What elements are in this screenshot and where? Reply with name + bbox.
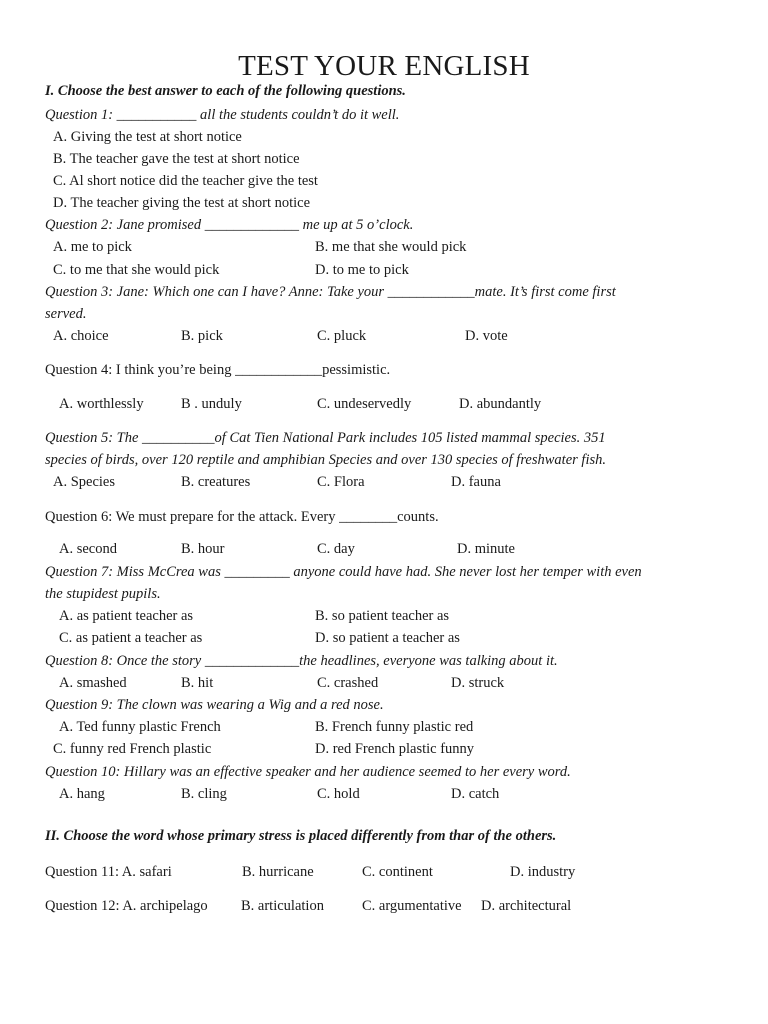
q4-option-d: D. abundantly	[459, 396, 542, 412]
q12-option-d: D. architectural	[481, 898, 572, 914]
q9-option-d: D. red French plastic funny	[315, 741, 475, 757]
q6-option-d: D. minute	[457, 541, 515, 557]
q9-option-a: A. Ted funny plastic French	[59, 719, 221, 735]
q2-option-c: C. to me that she would pick	[53, 262, 220, 278]
q5-option-d: D. fauna	[451, 474, 501, 490]
question-2: Question 2: Jane promised _____________ me up at 5 o’clock.	[45, 217, 414, 233]
q9-option-b: B. French funny plastic red	[315, 719, 474, 735]
q8-option-c: C. crashed	[317, 675, 379, 691]
question-11-option-a: Question 11: A. safari	[45, 864, 172, 880]
q6-option-c: C. day	[317, 541, 355, 557]
question-4: Question 4: I think you’re being ____________pessimistic.	[45, 362, 391, 378]
q8-option-a: A. smashed	[59, 675, 127, 691]
q5-option-a: A. Species	[53, 474, 116, 490]
q1-option-c: C. Al short notice did the teacher give the test	[53, 173, 318, 189]
q4-option-a: A. worthlessly	[59, 396, 144, 412]
q6-option-a: A. second	[59, 541, 117, 557]
q10-option-b: B. cling	[181, 786, 227, 802]
q2-option-d: D. to me to pick	[315, 262, 409, 278]
question-3-line-2: served.	[45, 306, 87, 322]
question-6: Question 6: We must prepare for the attack. Every ________counts.	[45, 509, 439, 525]
q12-option-c: C. argumentative	[362, 898, 462, 914]
q8-option-d: D. struck	[451, 675, 505, 691]
q3-option-b: B. pick	[181, 328, 223, 344]
q7-option-c: C. as patient a teacher as	[59, 630, 203, 646]
question-12-option-a: Question 12: A. archipelago	[45, 898, 208, 914]
q6-option-b: B. hour	[181, 541, 225, 557]
q4-option-c: C. undeservedly	[317, 396, 412, 412]
page-title: TEST YOUR ENGLISH	[238, 50, 530, 82]
q10-option-d: D. catch	[451, 786, 500, 802]
q12-option-b: B. articulation	[241, 898, 324, 914]
q1-option-b: B. The teacher gave the test at short notice	[53, 151, 300, 167]
q1-option-a: A. Giving the test at short notice	[53, 129, 242, 145]
question-3-line-1: Question 3: Jane: Which one can I have? Anne: Take your ____________mate. It’s first come first	[45, 284, 616, 300]
q10-option-c: C. hold	[317, 786, 360, 802]
section-1-heading: I. Choose the best answer to each of the following questions.	[45, 83, 406, 99]
q7-option-d: D. so patient a teacher as	[315, 630, 460, 646]
q3-option-a: A. choice	[53, 328, 109, 344]
q2-option-b: B. me that she would pick	[315, 239, 467, 255]
question-5-line-2: species of birds, over 120 reptile and amphibian Species and over 130 species of freshwater fish.	[45, 452, 606, 468]
q11-option-c: C. continent	[362, 864, 433, 880]
question-9: Question 9: The clown was wearing a Wig and a red nose.	[45, 697, 384, 713]
question-8: Question 8: Once the story _____________the headlines, everyone was talking about it.	[45, 653, 558, 669]
question-7-line-2: the stupidest pupils.	[45, 586, 161, 602]
q7-option-b: B. so patient teacher as	[315, 608, 450, 624]
question-1: Question 1: ___________ all the students couldn’t do it well.	[45, 107, 400, 123]
q8-option-b: B. hit	[181, 675, 214, 691]
q7-option-a: A. as patient teacher as	[59, 608, 194, 624]
question-7-line-1: Question 7: Miss McCrea was _________ anyone could have had. She never lost her temper with even	[45, 564, 642, 580]
q3-option-d: D. vote	[465, 328, 508, 344]
q4-option-b: B . unduly	[181, 396, 242, 412]
section-2-heading: II. Choose the word whose primary stress is placed differently from thar of the others.	[45, 828, 557, 844]
q11-option-d: D. industry	[510, 864, 576, 880]
q9-option-c: C. funny red French plastic	[53, 741, 212, 757]
q1-option-d: D. The teacher giving the test at short notice	[53, 195, 311, 211]
q3-option-c: C. pluck	[317, 328, 367, 344]
q5-option-c: C. Flora	[317, 474, 365, 490]
question-10: Question 10: Hillary was an effective speaker and her audience seemed to her every word.	[45, 764, 571, 780]
question-5-line-1: Question 5: The __________of Cat Tien National Park includes 105 listed mammal species. 351	[45, 430, 606, 446]
q11-option-b: B. hurricane	[242, 864, 314, 880]
q5-option-b: B. creatures	[181, 474, 251, 490]
q10-option-a: A. hang	[59, 786, 105, 802]
q2-option-a: A. me to pick	[53, 239, 132, 255]
